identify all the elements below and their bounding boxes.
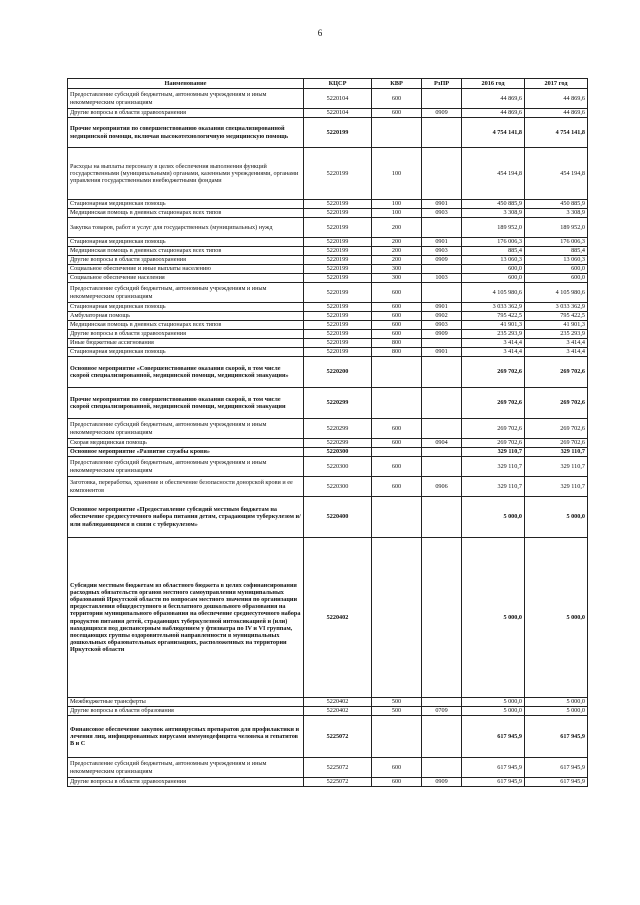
cell-name: Амбулаторная помощь <box>68 312 304 321</box>
cell-2017: 617 945,9 <box>525 716 588 758</box>
cell-name: Другие вопросы в области здравоохранения <box>68 256 304 265</box>
cell-2016: 3 033 362,9 <box>462 303 525 312</box>
cell-rzpr: 0909 <box>422 330 462 339</box>
cell-2017: 329 110,7 <box>525 457 588 477</box>
header-2017: 2017 год <box>525 79 588 89</box>
cell-name: Медицинская помощь в дневных стационарах всех типов <box>68 321 304 330</box>
cell-kcsr: 5225072 <box>304 716 372 758</box>
cell-2017: 4 754 141,8 <box>525 118 588 148</box>
cell-kcsr: 5220199 <box>304 118 372 148</box>
cell-2017: 454 194,8 <box>525 148 588 200</box>
cell-name: Основное мероприятие «Развитие службы крови» <box>68 448 304 457</box>
cell-kvr: 600 <box>372 321 422 330</box>
cell-2016: 269 702,6 <box>462 357 525 388</box>
cell-2016: 44 869,6 <box>462 109 525 118</box>
cell-2017: 5 000,0 <box>525 707 588 716</box>
cell-2017: 329 110,7 <box>525 448 588 457</box>
table-row <box>68 256 588 265</box>
cell-name: Предоставление субсидий бюджетным, автономным учреждениям и иным некоммерческим организациям <box>68 457 304 477</box>
cell-kcsr: 5225072 <box>304 778 372 787</box>
cell-rzpr <box>422 698 462 707</box>
table-row <box>68 148 588 200</box>
cell-rzpr: 0904 <box>422 439 462 448</box>
cell-2016: 617 945,9 <box>462 778 525 787</box>
cell-rzpr <box>422 218 462 238</box>
cell-2017: 885,4 <box>525 247 588 256</box>
cell-rzpr <box>422 448 462 457</box>
cell-rzpr <box>422 457 462 477</box>
cell-2016: 4 105 980,6 <box>462 283 525 303</box>
cell-kvr <box>372 388 422 419</box>
cell-name: Предоставление субсидий бюджетным, автономным учреждениям и иным некоммерческим организациям <box>68 419 304 439</box>
cell-name: Социальное обеспечение и иные выплаты населению <box>68 265 304 274</box>
cell-kcsr: 5220402 <box>304 698 372 707</box>
table-row <box>68 758 588 778</box>
cell-name: Скорая медицинская помощь <box>68 439 304 448</box>
cell-kvr: 200 <box>372 256 422 265</box>
cell-2017: 795 422,5 <box>525 312 588 321</box>
cell-kcsr: 5220199 <box>304 303 372 312</box>
cell-name: Иные бюджетные ассигнования <box>68 339 304 348</box>
cell-2016: 3 414,4 <box>462 348 525 357</box>
cell-rzpr <box>422 89 462 109</box>
cell-name: Межбюджетные трансферты <box>68 698 304 707</box>
cell-2017: 269 702,6 <box>525 357 588 388</box>
cell-kvr: 600 <box>372 283 422 303</box>
table-row <box>68 247 588 256</box>
table-header-row <box>68 79 588 89</box>
page-number: 6 <box>317 28 323 38</box>
cell-kvr: 600 <box>372 89 422 109</box>
table-row <box>68 457 588 477</box>
cell-kcsr: 5220300 <box>304 477 372 497</box>
cell-rzpr: 1003 <box>422 274 462 283</box>
cell-rzpr <box>422 357 462 388</box>
header-name: Наименование <box>68 79 304 89</box>
cell-name: Другие вопросы в области здравоохранения <box>68 330 304 339</box>
table-row <box>68 477 588 497</box>
cell-2016: 3 308,9 <box>462 209 525 218</box>
cell-2017: 235 293,9 <box>525 330 588 339</box>
cell-kvr: 600 <box>372 477 422 497</box>
cell-name: Прочие мероприятия по совершенствованию оказания скорой, в том числе скорой специализированной, медицинской помощи, медицинской эвакуации <box>68 388 304 419</box>
cell-2016: 41 901,3 <box>462 321 525 330</box>
table-row <box>68 716 588 758</box>
table-row <box>68 200 588 209</box>
cell-kcsr: 5220104 <box>304 89 372 109</box>
cell-2017: 5 000,0 <box>525 698 588 707</box>
cell-rzpr <box>422 265 462 274</box>
cell-2016: 269 702,6 <box>462 419 525 439</box>
cell-kvr <box>372 448 422 457</box>
cell-rzpr: 0906 <box>422 477 462 497</box>
cell-kvr: 600 <box>372 312 422 321</box>
cell-kvr <box>372 538 422 698</box>
cell-name: Основное мероприятие «Предоставление субсидий местным бюджетам на обеспечение среднесуточного набора питания детям, страдающим туберкулезом и/или наблюдающимся в связи с туберкулезом» <box>68 497 304 538</box>
cell-name: Предоставление субсидий бюджетным, автономным учреждениям и иным некоммерческим организациям <box>68 758 304 778</box>
cell-2016: 5 000,0 <box>462 698 525 707</box>
table-row <box>68 218 588 238</box>
cell-2016: 885,4 <box>462 247 525 256</box>
cell-2017: 3 414,4 <box>525 339 588 348</box>
cell-kvr: 200 <box>372 218 422 238</box>
cell-kcsr: 5220104 <box>304 109 372 118</box>
cell-name: Стационарная медицинская помощь <box>68 303 304 312</box>
cell-kvr: 100 <box>372 200 422 209</box>
cell-kcsr: 5220299 <box>304 419 372 439</box>
cell-name: Стационарная медицинская помощь <box>68 238 304 247</box>
cell-name: Финансовое обеспечение закупок антивирусных препаратов для профилактики и лечения лиц, инфицированных вирусами иммунодефицита человека и гепатитов В и С <box>68 716 304 758</box>
table-row <box>68 497 588 538</box>
cell-kcsr: 5220199 <box>304 339 372 348</box>
cell-kcsr: 5225072 <box>304 758 372 778</box>
cell-2017: 5 000,0 <box>525 497 588 538</box>
table-row <box>68 348 588 357</box>
cell-2016: 450 885,9 <box>462 200 525 209</box>
cell-2016: 600,0 <box>462 265 525 274</box>
cell-kvr: 500 <box>372 698 422 707</box>
cell-2016: 329 110,7 <box>462 448 525 457</box>
cell-2017: 617 945,9 <box>525 778 588 787</box>
table-row <box>68 707 588 716</box>
cell-2017: 13 060,3 <box>525 256 588 265</box>
cell-2017: 189 952,0 <box>525 218 588 238</box>
cell-2016: 4 754 141,8 <box>462 118 525 148</box>
table-row <box>68 89 588 109</box>
cell-kcsr: 5220199 <box>304 330 372 339</box>
table-row <box>68 303 588 312</box>
cell-name: Стационарная медицинская помощь <box>68 348 304 357</box>
cell-2017: 5 000,0 <box>525 538 588 698</box>
cell-2017: 176 006,3 <box>525 238 588 247</box>
cell-rzpr: 0903 <box>422 209 462 218</box>
table-row <box>68 265 588 274</box>
cell-kvr <box>372 357 422 388</box>
cell-kcsr: 5220199 <box>304 238 372 247</box>
cell-rzpr <box>422 758 462 778</box>
cell-name: Закупка товаров, работ и услуг для государственных (муниципальных) нужд <box>68 218 304 238</box>
cell-2016: 235 293,9 <box>462 330 525 339</box>
cell-kcsr: 5220402 <box>304 707 372 716</box>
cell-kcsr: 5220300 <box>304 457 372 477</box>
cell-kcsr: 5220402 <box>304 538 372 698</box>
cell-name: Другие вопросы в области здравоохранения <box>68 778 304 787</box>
cell-2017: 4 105 980,6 <box>525 283 588 303</box>
cell-2016: 329 110,7 <box>462 477 525 497</box>
cell-kvr: 600 <box>372 758 422 778</box>
cell-kvr: 600 <box>372 303 422 312</box>
cell-kcsr: 5220199 <box>304 247 372 256</box>
cell-rzpr <box>422 538 462 698</box>
cell-2016: 269 702,6 <box>462 388 525 419</box>
cell-kcsr: 5220199 <box>304 148 372 200</box>
cell-2016: 13 060,3 <box>462 256 525 265</box>
cell-rzpr <box>422 283 462 303</box>
cell-kvr <box>372 497 422 538</box>
cell-kvr: 300 <box>372 274 422 283</box>
cell-name: Другие вопросы в области образования <box>68 707 304 716</box>
cell-name: Предоставление субсидий бюджетным, автономным учреждениям и иным некоммерческим организациям <box>68 89 304 109</box>
cell-kcsr: 5220199 <box>304 312 372 321</box>
cell-2017: 3 033 362,9 <box>525 303 588 312</box>
cell-name: Субсидии местным бюджетам из областного бюджета в целях софинансирования расходных обязательств органов местного самоуправления муниципальных образований Иркутской области по вопросам местного значения по организации предоставления общедоступного и бесплатного дошкольного образования на территории муниципального образования на обеспечение среднесуточного набора продуктов питания детей, страдающих туберкулезной интоксикацией и (или) находящихся под диспансерным наблюдением у фтизиатра по IV и VI группам, посещающих группы оздоровительной направленности в муниципальных дошкольных образовательных организациях, расположенных на территории Иркутской области <box>68 538 304 698</box>
cell-kcsr: 5220199 <box>304 321 372 330</box>
cell-kvr: 100 <box>372 148 422 200</box>
cell-kcsr: 5220199 <box>304 209 372 218</box>
header-rzpr: РзПР <box>422 79 462 89</box>
cell-name: Социальное обеспечение населения <box>68 274 304 283</box>
header-kvr: КВР <box>372 79 422 89</box>
cell-2016: 5 000,0 <box>462 497 525 538</box>
table-row <box>68 448 588 457</box>
cell-rzpr <box>422 148 462 200</box>
cell-rzpr <box>422 716 462 758</box>
cell-kvr: 100 <box>372 209 422 218</box>
cell-2017: 44 869,6 <box>525 109 588 118</box>
cell-kcsr: 5220199 <box>304 274 372 283</box>
cell-rzpr: 0901 <box>422 238 462 247</box>
cell-rzpr: 0709 <box>422 707 462 716</box>
table-row <box>68 312 588 321</box>
cell-kvr: 600 <box>372 330 422 339</box>
cell-kcsr: 5220199 <box>304 283 372 303</box>
cell-2016: 454 194,8 <box>462 148 525 200</box>
cell-name: Медицинская помощь в дневных стационарах всех типов <box>68 247 304 256</box>
cell-rzpr: 0901 <box>422 200 462 209</box>
table-row <box>68 439 588 448</box>
cell-rzpr: 0903 <box>422 321 462 330</box>
cell-rzpr <box>422 419 462 439</box>
table-row <box>68 109 588 118</box>
cell-kvr: 200 <box>372 238 422 247</box>
cell-rzpr: 0901 <box>422 348 462 357</box>
table-row <box>68 357 588 388</box>
cell-kcsr: 5220299 <box>304 439 372 448</box>
cell-kvr: 800 <box>372 339 422 348</box>
cell-kvr: 500 <box>372 707 422 716</box>
budget-table <box>67 78 588 787</box>
cell-rzpr: 0901 <box>422 303 462 312</box>
cell-rzpr: 0903 <box>422 247 462 256</box>
cell-2016: 44 869,6 <box>462 89 525 109</box>
cell-2016: 795 422,5 <box>462 312 525 321</box>
table-row <box>68 118 588 148</box>
table-row <box>68 283 588 303</box>
cell-kvr: 600 <box>372 778 422 787</box>
cell-2017: 600,0 <box>525 274 588 283</box>
cell-2016: 3 414,4 <box>462 339 525 348</box>
cell-name: Заготовка, переработка, хранение и обеспечение безопасности донорской крови и ее компонентов <box>68 477 304 497</box>
cell-kcsr: 5220199 <box>304 218 372 238</box>
cell-name: Расходы на выплаты персоналу в целях обеспечения выполнения функций государственными (муниципальными) органами, казенными учреждениями, органами управления государственными внебюджетными фондами <box>68 148 304 200</box>
cell-2017: 329 110,7 <box>525 477 588 497</box>
cell-2017: 269 702,6 <box>525 419 588 439</box>
cell-2016: 617 945,9 <box>462 758 525 778</box>
cell-2016: 189 952,0 <box>462 218 525 238</box>
cell-kcsr: 5220400 <box>304 497 372 538</box>
cell-kcsr: 5220299 <box>304 388 372 419</box>
cell-2017: 450 885,9 <box>525 200 588 209</box>
table-row <box>68 419 588 439</box>
cell-kvr: 600 <box>372 419 422 439</box>
cell-name: Предоставление субсидий бюджетным, автономным учреждениям и иным некоммерческим организациям <box>68 283 304 303</box>
header-kcsr: КЦСР <box>304 79 372 89</box>
header-2016: 2016 год <box>462 79 525 89</box>
cell-2017: 269 702,6 <box>525 388 588 419</box>
cell-kvr <box>372 118 422 148</box>
table-row <box>68 321 588 330</box>
cell-rzpr: 0909 <box>422 778 462 787</box>
cell-2017: 44 869,6 <box>525 89 588 109</box>
cell-2017: 269 702,6 <box>525 439 588 448</box>
table-body <box>68 89 588 787</box>
cell-2016: 617 945,9 <box>462 716 525 758</box>
cell-2016: 269 702,6 <box>462 439 525 448</box>
cell-name: Основное мероприятие «Совершенствование оказания скорой, в том числе скорой специализированной, медицинской помощи, медицинской эвакуации» <box>68 357 304 388</box>
cell-kcsr: 5220300 <box>304 448 372 457</box>
cell-rzpr: 0909 <box>422 109 462 118</box>
cell-2017: 41 901,3 <box>525 321 588 330</box>
table-row <box>68 388 588 419</box>
cell-kvr: 600 <box>372 109 422 118</box>
cell-2016: 5 000,0 <box>462 707 525 716</box>
cell-2016: 5 000,0 <box>462 538 525 698</box>
cell-name: Другие вопросы в области здравоохранения <box>68 109 304 118</box>
cell-2017: 3 414,4 <box>525 348 588 357</box>
cell-name: Стационарная медицинская помощь <box>68 200 304 209</box>
cell-kcsr: 5220199 <box>304 256 372 265</box>
cell-2016: 600,0 <box>462 274 525 283</box>
cell-2017: 617 945,9 <box>525 758 588 778</box>
cell-kvr <box>372 716 422 758</box>
cell-rzpr: 0909 <box>422 256 462 265</box>
cell-rzpr <box>422 388 462 419</box>
cell-kvr: 200 <box>372 247 422 256</box>
table-row <box>68 238 588 247</box>
cell-kcsr: 5220199 <box>304 200 372 209</box>
cell-kvr: 600 <box>372 457 422 477</box>
cell-rzpr: 0902 <box>422 312 462 321</box>
table-row <box>68 274 588 283</box>
cell-kvr: 800 <box>372 348 422 357</box>
cell-2016: 176 006,3 <box>462 238 525 247</box>
table-row <box>68 339 588 348</box>
cell-kvr: 300 <box>372 265 422 274</box>
table-row <box>68 330 588 339</box>
cell-2017: 600,0 <box>525 265 588 274</box>
cell-kcsr: 5220199 <box>304 265 372 274</box>
cell-name: Прочие мероприятия по совершенствованию оказания специализированной медицинской помощи, включая высокотехнологичную медицинскую помощь <box>68 118 304 148</box>
cell-rzpr <box>422 339 462 348</box>
table-row <box>68 209 588 218</box>
table-row <box>68 698 588 707</box>
cell-kcsr: 5220200 <box>304 357 372 388</box>
cell-rzpr <box>422 497 462 538</box>
cell-2017: 3 308,9 <box>525 209 588 218</box>
cell-name: Медицинская помощь в дневных стационарах всех типов <box>68 209 304 218</box>
table-row <box>68 538 588 698</box>
cell-kcsr: 5220199 <box>304 348 372 357</box>
table-row <box>68 778 588 787</box>
cell-2016: 329 110,7 <box>462 457 525 477</box>
cell-kvr: 600 <box>372 439 422 448</box>
cell-rzpr <box>422 118 462 148</box>
